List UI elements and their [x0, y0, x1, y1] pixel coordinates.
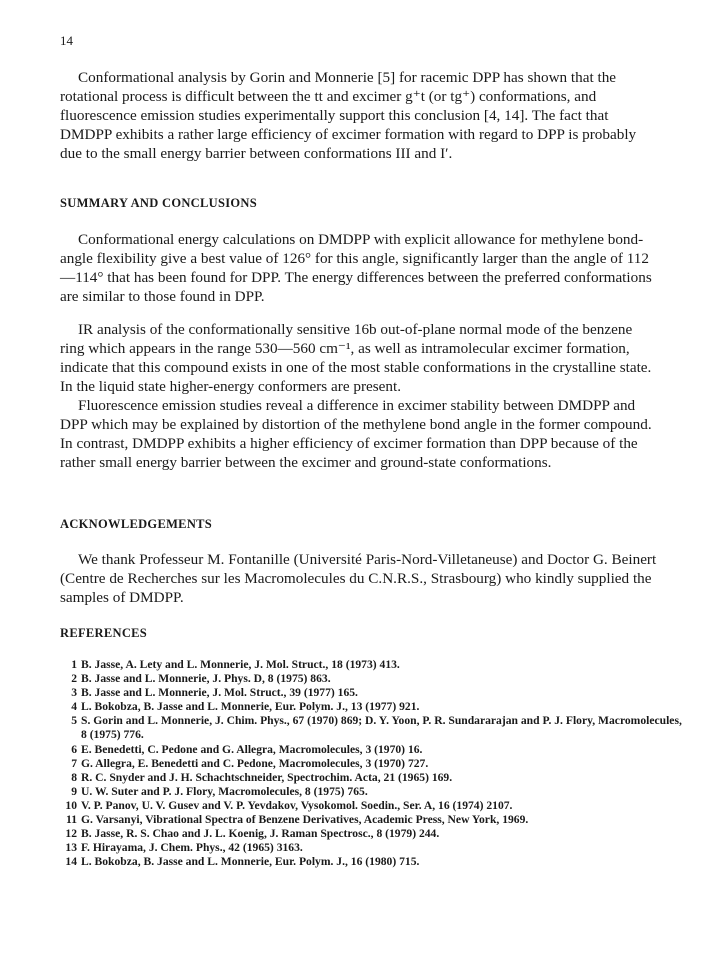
reference-item [60, 714, 682, 742]
reference-number: 6 [71, 742, 77, 756]
reference-item [60, 686, 682, 700]
reference-item [60, 785, 682, 799]
references-list [60, 658, 682, 869]
reference-text: E. Benedetti, C. Pedone and G. Allegra, Macromolecules, 3 (1970) 16. [81, 742, 423, 756]
page-number: 14 [60, 33, 73, 48]
reference-text: S. Gorin and L. Monnerie, J. Chim. Phys., 67 (1970) 869; D. Y. Yoon, P. R. Sundararajan and P. J. Flory, Macromolecules, 8 (1975) 776. [81, 714, 682, 742]
reference-text: U. W. Suter and P. J. Flory, Macromolecules, 8 (1975) 765. [81, 784, 368, 798]
reference-item [60, 700, 682, 714]
reference-item [60, 799, 682, 813]
reference-item [60, 841, 682, 855]
summary-paragraph-1: Conformational energy calculations on DMDPP with explicit allowance for methylene bond-angle flexibility give a best value of 126° for this angle, significantly larger than the angle of 112—114° that has been found for DPP. The energy differences between the preferred conformations are similar to those found in DPP. [60, 231, 652, 305]
reference-number: 8 [71, 770, 77, 784]
reference-text: B. Jasse and L. Monnerie, J. Phys. D, 8 (1975) 863. [81, 672, 331, 686]
reference-item [60, 827, 682, 841]
reference-item [60, 658, 682, 672]
reference-text: G. Varsanyi, Vibrational Spectra of Benzene Derivatives, Academic Press, New York, 1969. [81, 813, 529, 827]
reference-number: 9 [71, 784, 77, 798]
summary-heading: SUMMARY AND CONCLUSIONS [60, 196, 257, 210]
reference-text: F. Hirayama, J. Chem. Phys., 42 (1965) 3163. [81, 841, 303, 855]
reference-text: R. C. Snyder and J. H. Schachtschneider, Spectrochim. Acta, 21 (1965) 169. [81, 770, 453, 784]
reference-number: 12 [65, 827, 77, 841]
reference-number: 5 [71, 714, 77, 728]
acknowledgements-paragraph: We thank Professeur M. Fontanille (Université Paris-Nord-Villetaneuse) and Doctor G. Beinert (Centre de Recherches sur les Macromolecules du C.N.R.S., Strasbourg) who kindly supplied the samples of DMDPP. [60, 551, 657, 606]
reference-item [60, 743, 682, 757]
acknowledgements-heading: ACKNOWLEDGEMENTS [60, 517, 213, 531]
reference-item [60, 855, 682, 869]
reference-text: B. Jasse and L. Monnerie, J. Mol. Struct., 39 (1977) 165. [81, 686, 358, 700]
reference-text: L. Bokobza, B. Jasse and L. Monnerie, Eur. Polym. J., 16 (1980) 715. [81, 855, 420, 869]
reference-number: 14 [65, 855, 77, 869]
summary-paragraph-3: Fluorescence emission studies reveal a difference in excimer stability between DMDPP and DPP which may be explained by distortion of the methylene bond angle in the former compound. In contrast, DMDPP exhibits a higher efficiency of excimer formation than DPP because of the rather small energy barrier between the excimer and ground-state conformations. [60, 397, 652, 471]
reference-number: 10 [65, 798, 77, 812]
references-heading: REFERENCES [60, 626, 148, 640]
reference-number: 3 [71, 686, 77, 700]
reference-text: L. Bokobza, B. Jasse and L. Monnerie, Eur. Polym. J., 13 (1977) 921. [81, 700, 420, 714]
reference-item [60, 672, 682, 686]
reference-number: 11 [66, 813, 77, 827]
reference-text: G. Allegra, E. Benedetti and C. Pedone, Macromolecules, 3 (1970) 727. [81, 756, 429, 770]
reference-number: 4 [71, 700, 77, 714]
summary-paragraph-2: IR analysis of the conformationally sensitive 16b out-of-plane normal mode of the benzene ring which appears in the range 530—560 cm⁻¹, as well as intramolecular excimer formation, indicate that this compound exists in one of the most stable conformations in the crystalline state. In the liquid state higher-energy conformers are present. [60, 321, 652, 395]
reference-item [60, 813, 682, 827]
reference-number: 7 [71, 756, 77, 770]
reference-text: V. P. Panov, U. V. Gusev and V. P. Yevdakov, Vysokomol. Soedin., Ser. A, 16 (1974) 2107. [81, 798, 513, 812]
reference-item [60, 757, 682, 771]
reference-number: 13 [65, 841, 77, 855]
intro-paragraph: Conformational analysis by Gorin and Monnerie [5] for racemic DPP has shown that the rotational process is difficult between the tt and excimer g⁺t (or tg⁺) conformations, and fluorescence emission studies experimentally support this conclusion [4, 14]. The fact that DMDPP exhibits a rather large efficiency of excimer formation with regard to DPP is probably due to the small energy barrier between conformations III and I′. [60, 69, 637, 162]
reference-number: 2 [71, 672, 77, 686]
reference-text: B. Jasse, A. Lety and L. Monnerie, J. Mol. Struct., 18 (1973) 413. [81, 658, 400, 671]
reference-number: 1 [71, 658, 77, 671]
reference-item [60, 771, 682, 785]
reference-text: B. Jasse, R. S. Chao and J. L. Koenig, J. Raman Spectrosc., 8 (1979) 244. [81, 827, 440, 841]
